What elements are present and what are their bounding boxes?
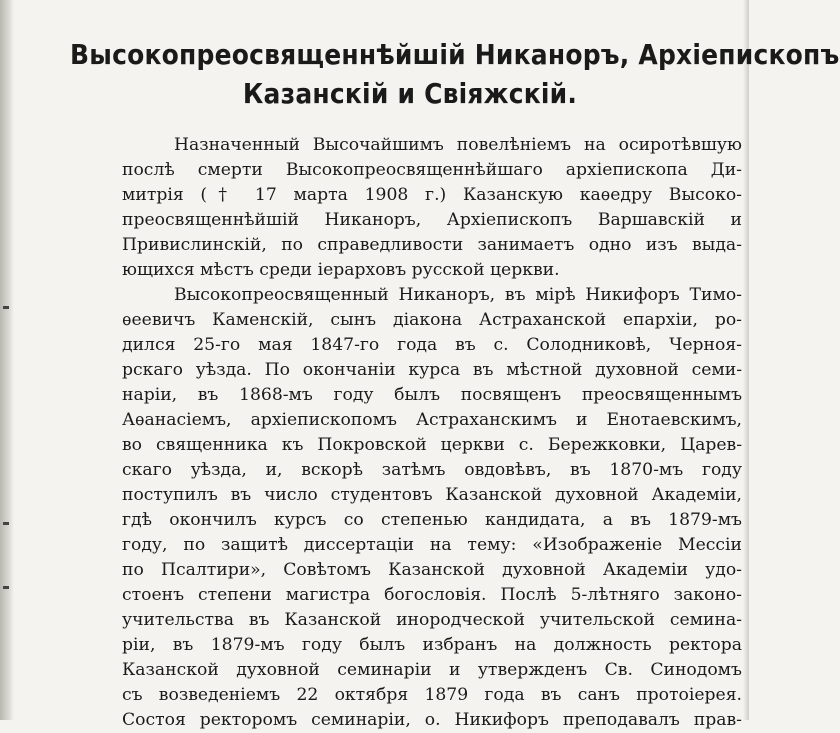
text-line: Высокопреосвященный Никаноръ, въ мірѣ Никифоръ Тимо-: [174, 285, 742, 305]
text-line: стоенъ степени магистра богословія. Послѣ 5-лѣтняго законо-: [122, 585, 742, 605]
text-line: ріи, въ 1879-мъ году былъ избранъ на должность ректора: [122, 635, 742, 655]
text-line: во священника къ Покровской церкви с. Бережковки, Царев-: [122, 435, 742, 455]
text-line: рскаго уѣзда. По окончаніи курса въ мѣстной духовной семи-: [122, 360, 742, 380]
text-line: поступилъ въ число студентовъ Казанской духовной Академіи,: [122, 485, 742, 505]
text-line: преосвященнѣйшій Никаноръ, Архіепископъ Варшавскій и: [122, 210, 742, 230]
gutter-mark: [3, 522, 9, 525]
text-line: по Псалтири», Совѣтомъ Казанской духовной Академіи удо-: [122, 560, 742, 580]
text-line: Состоя ректоромъ семинаріи, о. Никифоръ преподавалъ прав-: [122, 710, 742, 730]
text-line: ющихся мѣстъ среди іерарховъ русской церкви.: [122, 260, 560, 280]
text-line: съ возведеніемъ 22 октября 1879 года въ санъ протоіерея.: [122, 685, 742, 705]
text-line: гдѣ окончилъ курсъ со степенью кандидата, а въ 1879-мъ: [122, 510, 742, 530]
text-line: ѳеевичъ Каменскій, сынъ діакона Астраханской епархіи, ро-: [122, 310, 742, 330]
text-line: учительства въ Казанской инородческой учительской семина-: [122, 610, 742, 630]
gutter-mark: [3, 586, 9, 589]
text-line: дился 25-го мая 1847-го года въ с. Солодниковѣ, Черноя-: [122, 335, 742, 355]
text-line: скаго уѣзда, и, вскорѣ затѣмъ овдовѣвъ, въ 1870-мъ году: [122, 460, 742, 480]
text-line: митрія († 17 марта 1908 г.) Казанскую каѳедру Высоко-: [122, 185, 742, 205]
text-line: Привислинскій, по справедливости занимаетъ одно изъ выда-: [122, 235, 742, 255]
article-title-line-1: Высокопреосвященнѣйшій Никаноръ, Архіепископъ: [70, 38, 840, 71]
page-gutter-shadow: [0, 0, 14, 720]
text-line: году, по защитѣ диссертаціи на тему: «Изображеніе Мессіи: [122, 535, 742, 555]
text-line: Аѳанасіемъ, архіепископомъ Астраханскимъ и Енотаевскимъ,: [122, 410, 742, 430]
text-line: наріи, въ 1868-мъ году былъ посвященъ преосвященнымъ: [122, 385, 742, 405]
text-line: Казанской духовной семинаріи и утвержденъ Св. Синодомъ: [122, 660, 742, 680]
gutter-mark: [3, 306, 9, 309]
article-title-line-2: Казанскій и Свіяжскій.: [242, 77, 578, 110]
text-line: послѣ смерти Высокопреосвященнѣйшаго архіепископа Ди-: [122, 160, 742, 180]
text-line: Назначенный Высочайшимъ повелѣніемъ на осиротѣвшую: [174, 135, 742, 155]
